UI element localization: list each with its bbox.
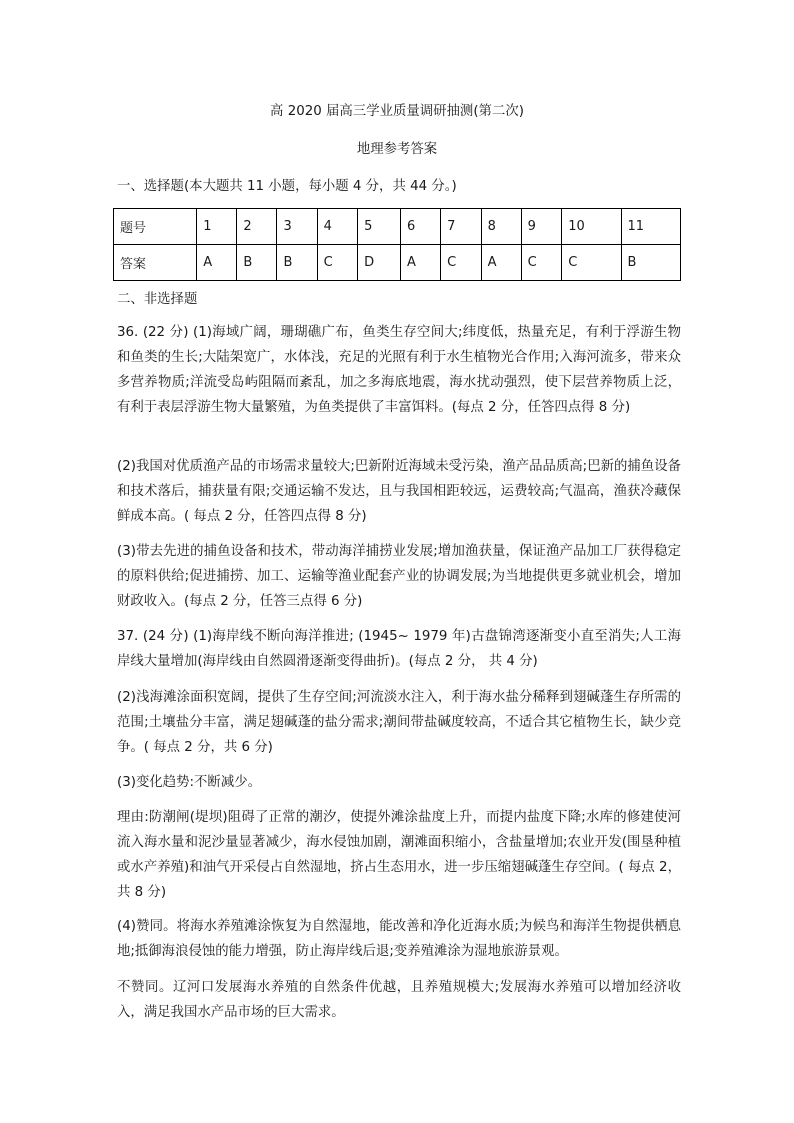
question-number: 3 <box>277 209 317 245</box>
answer-cell: A <box>197 245 237 281</box>
q37-part3-reason: 理由:防潮闸(堤坝)阻碍了正常的潮汐，使提外滩涂盐度上升，而提内盐度下降;水库的修建使河流入海水量和泥沙量显著减少，海水侵蚀加剧，潮滩面积缩小，含盐量增加;农业开发(围垦种植或水产养殖)和油气开采侵占自然湿地，挤占生态用水，进一步压缩翅碱蓬生存空间。( 每点 2，共 8 分) <box>117 810 681 900</box>
document-title: 高 2020 届高三学业质量调研抽测(第二次) <box>270 104 524 119</box>
q37-part1: 37. (24 分) (1)海岸线不断向海洋推进; (1945~ 1979 年)古盘锦湾逐渐变小直至消失;人工海岸线大量增加(海岸线由自然圆滑逐渐变得曲折)。(每点 2 分， 共 4 分) <box>117 629 681 669</box>
q37-part4-agree: (4)赞同。将海水养殖滩涂恢复为自然湿地，能改善和净化近海水质;为候鸟和海洋生物提供栖息地;抵御海浪侵蚀的能力增强，防止海岸线后退;变养殖滩涂为湿地旅游景观。 <box>117 919 681 959</box>
question-number: 2 <box>237 209 277 245</box>
question-number: 11 <box>621 209 680 245</box>
answer-cell: A <box>400 245 440 281</box>
question-number: 4 <box>317 209 358 245</box>
answer-cell: C <box>521 245 562 281</box>
question-number: 7 <box>441 209 482 245</box>
section-2-heading: 二、非选择题 <box>117 292 198 307</box>
row-label-number: 题号 <box>114 209 197 245</box>
section-1-heading: 一、选择题(本大题共 11 小题，每小题 4 分，共 44 分。) <box>117 179 457 194</box>
answer-cell: B <box>621 245 680 281</box>
question-number: 6 <box>400 209 440 245</box>
answer-cell: B <box>277 245 317 281</box>
q37-part4-disagree: 不赞同。辽河口发展海水养殖的自然条件优越，且养殖规模大;发展海水养殖可以增加经济收入，满足我国水产品市场的巨大需求。 <box>117 980 681 1020</box>
question-number: 5 <box>358 209 401 245</box>
q36-part2: (2)我国对优质渔产品的市场需求量较大;巴新附近海域未受污染，渔产品品质高;巴新的捕鱼设备和技术落后，捕获量有限;交通运输不发达，且与我国相距较远，运费较高;气温高，渔获冷藏保鲜成本高。( 每点 2 分，任答四点得 8 分) <box>117 459 681 524</box>
answer-cell: C <box>317 245 358 281</box>
document-subtitle: 地理参考答案 <box>356 142 438 157</box>
answer-cell: D <box>358 245 401 281</box>
table-row-numbers <box>114 209 681 245</box>
q36-part3: (3)带去先进的捕鱼设备和技术，带动海洋捕捞业发展;增加渔获量，保证渔产品加工厂获得稳定的原料供给;促进捕捞、加工、运输等渔业配套产业的协调发展;为当地提供更多就业机会，增加财政收入。(每点 2 分，任答三点得 6 分) <box>117 544 681 609</box>
question-number: 1 <box>197 209 237 245</box>
q37-part2: (2)浅海滩涂面积宽阔，提供了生存空间;河流淡水注入，利于海水盐分稀释到翅碱蓬生存所需的范围;土壤盐分丰富，满足翅碱蓬的盐分需求;潮间带盐碱度较高，不适合其它植物生长，缺少竞争。( 每点 2 分，共 6 分) <box>117 690 681 755</box>
q36-part1: 36. (22 分) (1)海域广阔，珊瑚礁广布，鱼类生存空间大;纬度低，热量充足，有利于浮游生物和鱼类的生长;大陆架宽广，水体浅，充足的光照有利于水生植物光合作用;入海河流多，带来众多营养物质;洋流受岛屿阻隔而紊乱，加之多海底地震，海水扰动强烈，使下层营养物质上泛，有利于表层浮游生物大量繁殖，为鱼类提供了丰富饵料。(每点 2 分，任答四点得 8 分) <box>117 325 681 415</box>
answer-table <box>113 208 681 281</box>
question-number: 9 <box>521 209 562 245</box>
q37-part3: (3)变化趋势:不断减少。 <box>117 775 261 790</box>
question-number: 8 <box>481 209 521 245</box>
answer-cell: C <box>441 245 482 281</box>
table-row-answers <box>114 245 681 281</box>
answer-cell: A <box>481 245 521 281</box>
answer-cell: B <box>237 245 277 281</box>
row-label-answer: 答案 <box>114 245 197 281</box>
question-number: 10 <box>562 209 621 245</box>
answer-cell: C <box>562 245 621 281</box>
